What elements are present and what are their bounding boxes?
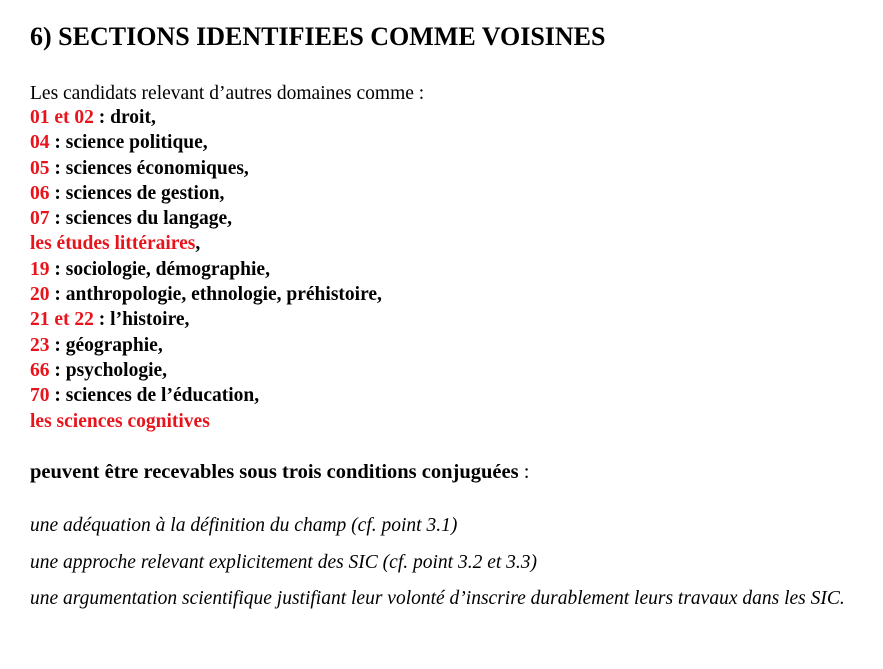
domain-item [30, 206, 382, 231]
condition-item: une argumentation scientifique justifiant leur volonté d’inscrire durablement leurs travaux dans les SIC. [30, 588, 845, 609]
domain-separator: : [49, 359, 66, 381]
domain-item [30, 181, 382, 206]
domain-code: 04 [30, 132, 50, 154]
domain-code: 19 [30, 258, 50, 280]
domain-code: 20 [30, 284, 50, 306]
domain-item [30, 257, 382, 282]
domain-separator: : [49, 182, 66, 204]
domain-separator: : [93, 309, 111, 331]
domain-item [30, 307, 382, 332]
domain-label: géographie, [65, 334, 163, 356]
domain-code: 01 et 02 [30, 107, 94, 128]
domain-label: sciences du langage, [65, 208, 233, 230]
conditions-list [30, 508, 858, 618]
domain-label: science politique, [65, 132, 208, 154]
domain-label: anthropologie, ethnologie, préhistoire, [65, 284, 382, 306]
domain-label: sociologie, démographie, [65, 258, 270, 280]
domain-code: 05 [30, 157, 50, 179]
domain-separator: : [49, 132, 66, 154]
condition-item: une adéquation à la définition du champ (cf. point 3.1) [30, 515, 458, 536]
domain-separator: : [93, 107, 111, 128]
domain-label: droit, [110, 107, 156, 128]
domain-item [30, 105, 382, 130]
domain-label: sciences économiques, [65, 157, 249, 179]
domain-code: les études littéraires [30, 233, 196, 255]
domain-label: sciences de gestion, [65, 182, 225, 204]
domain-item [30, 231, 382, 256]
domain-item [30, 130, 382, 155]
domain-label: psychologie, [65, 359, 168, 381]
domain-item [30, 383, 382, 408]
domain-code: les sciences cognitives [30, 410, 210, 432]
domain-code: 70 [30, 385, 50, 407]
domain-label: , [195, 233, 201, 255]
conclusion-bold: peuvent être recevables sous trois conditions conjuguées [30, 461, 519, 483]
condition-item: une approche relevant explicitement des SIC (cf. point 3.2 et 3.3) [30, 551, 538, 573]
domain-item [30, 156, 382, 181]
domain-separator: : [49, 208, 66, 230]
domain-code: 23 [30, 334, 50, 356]
domain-item [30, 409, 382, 434]
domain-separator: : [49, 284, 66, 306]
domain-item [30, 358, 382, 383]
domain-item [30, 333, 382, 358]
domain-code: 06 [30, 182, 50, 204]
domain-list [30, 105, 382, 434]
conclusion-tail: : [518, 461, 530, 483]
domain-code: 66 [30, 359, 50, 381]
intro-text: Les candidats relevant d’autres domaines comme : [30, 83, 425, 104]
domain-label: sciences de l’éducation, [65, 385, 260, 407]
domain-separator: : [49, 157, 66, 179]
conclusion-text [30, 459, 529, 485]
domain-separator: : [49, 385, 66, 407]
domain-code: 07 [30, 208, 50, 230]
domain-separator: : [49, 334, 66, 356]
domain-separator: : [49, 258, 66, 280]
domain-label: l’histoire, [110, 309, 190, 331]
domain-code: 21 et 22 [30, 309, 94, 331]
section-heading: 6) SECTIONS IDENTIFIEES COMME VOISINES [30, 22, 606, 51]
domain-item [30, 282, 382, 307]
